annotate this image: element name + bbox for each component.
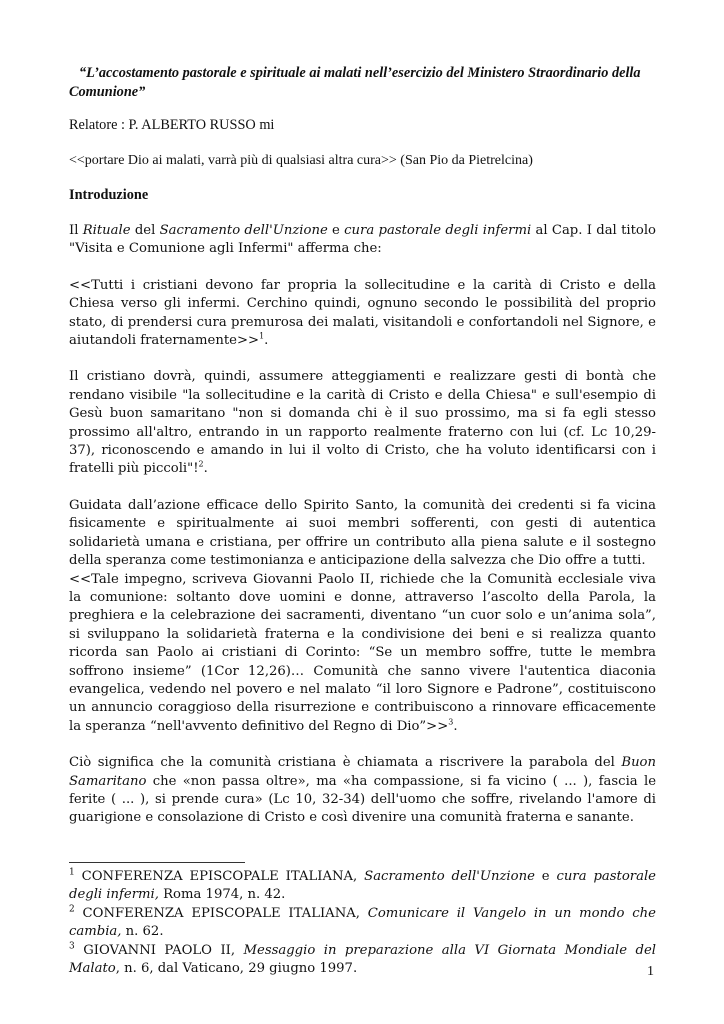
paragraph-6: Ciò significa che la comunità cristiana è chiamata a riscrivere la parabola del Buon Samaritano che «non passa oltre», ma «ha compassione, si fa vicino ( ... ), fascia le ferite ( ... ), si prende cura» (Lc 10, 32-34) dell'uomo che soffre, rivelando l'amore di guarigione e consolazione di Cristo e così divenire una comunità fraterna e sanante. (69, 755, 656, 826)
page-number: 1 (647, 964, 654, 979)
paragraph-5: <<Tale impegno, scriveva Giovanni Paolo II, richiede che la Comunità ecclesiale viva la comunione: soltanto dove uomini e donne, attraverso l’ascolto della Parola, la preghiera e la celebrazione dei sacramenti, diventano “un cuor solo e un’anima sola”, si sviluppano la solidarietà fraterna e la condivisione dei beni e si realizza quanto ricorda san Paolo ai cristiani di Corinto: “Se un membro soffre, tutte le membra soffrono insieme” (1Cor 12,26)… Comunità che sanno vivere l'autentica diaconia evangelica, vedendo nel povero e nel malato “il loro Signore e Padrone”, costituiscono un annuncio coraggioso della risurrezione e contribuiscono a rinnovare efficacemente la speranza “nell'avvento definitivo del Regno di Dio”>>$^3$. (69, 571, 656, 734)
footnote-separator (69, 862, 245, 863)
epigraph: <<portare Dio ai malati, varrà più di qualsiasi altra cura>> (San Pio da Pietrelcina) (69, 153, 533, 168)
section-heading: Introduzione (69, 187, 149, 203)
footnote-ref-2: 2 (198, 460, 204, 470)
document-title: “L’accostamento pastorale e spirituale ai malati nell’esercizio del Ministero Straordinario della Comunione” (69, 65, 641, 100)
footnote-ref-1: 1 (259, 331, 265, 341)
document-page (69, 64, 656, 828)
footnote-ref-3: 3 (448, 717, 454, 727)
footnote-3: $^3$ GIOVANNI PAOLO II, Messaggio in preparazione alla VI Giornata Mondiale del Malato, n. 6, dal Vaticano, 29 giugno 1997. (69, 941, 656, 977)
paragraph-2: <<Tutti i cristiani devono far propria la sollecitudine e la carità di Cristo e della Chiesa verso gli infermi. Cerchino quindi, ognuno secondo le possibilità del proprio stato, di prendersi cura premurosa dei malati, visitandoli e confortandoli nel Signore, e aiutandoli fraternamente>>$^1$. (69, 277, 656, 349)
paragraph-3: Il cristiano dovrà, quindi, assumere atteggiamenti e realizzare gesti di bontà che rendano visibile "la sollecitudine e la carità di Cristo e della Chiesa" e sull'esempio di Gesù buon samaritano "non si domanda chi è il suo prossimo, ma si fa egli stesso prossimo all'altro, entrando in un rapporto realmente fraterno con lui (cf. Lc 10,29- 37), riconoscendo e amando in lui il volto di Cristo, che ha voluto identificarsi con i fratelli più piccoli"!$^2$. (69, 369, 656, 477)
footnote-1: $^1$ CONFERENZA EPISCOPALE ITALIANA, Sacramento dell'Unzione e cura pastorale degli infermi, Roma 1974, n. 42. (69, 867, 656, 903)
paragraph-1: Il Rituale del Sacramento dell'Unzione e cura pastorale degli infermi al Cap. I dal titolo "Visita e Comunione agli Infermi" afferma che: (69, 223, 656, 257)
paragraph-4: Guidata dall’azione efficace dello Spirito Santo, la comunità dei credenti si fa vicina fisicamente e spiritualmente ai suoi membri sofferenti, con gesti di autentica solidarietà umana e cristiana, per offrire un contributo alla piena salute e il sostegno della speranza come testimonianza e anticipazione della salvezza che Dio offre a tutti. (69, 497, 656, 569)
footnote-2: $^2$ CONFERENZA EPISCOPALE ITALIANA, Comunicare il Vangelo in un mondo che cambia, n. 62. (69, 904, 656, 940)
speaker-line: Relatore : P. ALBERTO RUSSO mi (69, 117, 275, 133)
footnotes (69, 868, 656, 978)
